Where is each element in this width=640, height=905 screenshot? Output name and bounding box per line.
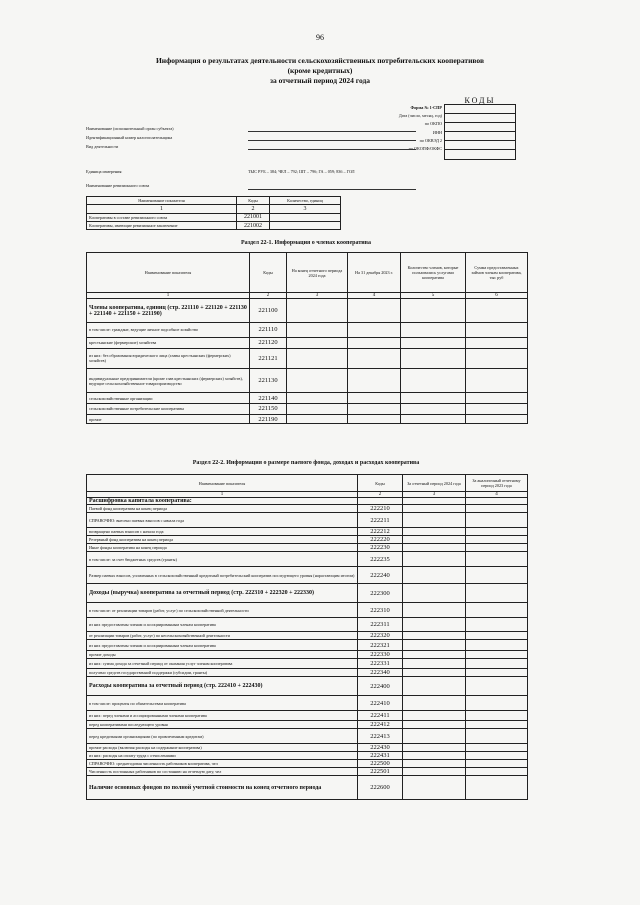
table-row [87, 528, 528, 536]
value-cell[interactable] [466, 337, 528, 348]
field-underline [248, 140, 416, 141]
value-cell[interactable] [403, 776, 466, 800]
value-cell[interactable] [287, 337, 348, 348]
value-cell[interactable] [348, 393, 401, 404]
section-title-fund: Раздел 22-2. Информация о размере паевого фонда, доходах и расходах кооператива [192, 460, 420, 466]
code-cell[interactable] [445, 141, 515, 150]
table-row [87, 544, 528, 552]
title-line: Информация о результатах деятельности сельскохозяйственных потребительских кооперативов [155, 56, 485, 65]
value-cell[interactable] [348, 414, 401, 423]
row-code: 222410 [358, 696, 403, 711]
value-cell[interactable] [466, 368, 528, 392]
table-row [87, 744, 528, 752]
table-row [87, 393, 528, 404]
column-number: 1 [87, 492, 358, 498]
row-code: 222220 [358, 536, 403, 544]
value-cell[interactable] [466, 393, 528, 404]
column-number: 3 [270, 205, 341, 213]
value-cell[interactable] [401, 323, 466, 338]
column-number: 5 [401, 293, 466, 299]
value-cell[interactable] [466, 711, 528, 721]
table-row [87, 323, 528, 338]
value-cell[interactable] [287, 414, 348, 423]
row-name: из них: перед членами и ассоциированными членами кооператива [87, 711, 358, 721]
left-fields [86, 124, 174, 151]
value-cell[interactable] [466, 567, 528, 584]
table-row [87, 618, 528, 632]
table-row [87, 729, 528, 744]
value-cell[interactable] [466, 752, 528, 760]
value-cell[interactable] [403, 584, 466, 603]
value-cell[interactable] [348, 323, 401, 338]
table-header: За отчетный период 2024 года [403, 475, 466, 492]
row-code: 222230 [358, 544, 403, 552]
value-cell[interactable] [401, 337, 466, 348]
row-name: Численность постоянных работников по состоянию на отчетную дату, чел [87, 768, 358, 776]
row-name: из них предоставлены членам и ассоциированным членам кооператива [87, 640, 358, 651]
revision-union-table [86, 196, 341, 230]
row-name: сельскохозяйственные организации [87, 393, 250, 404]
row-name: в том числе: граждане, ведущие личное подсобное хозяйство [87, 323, 250, 338]
form-label: Форма № 1-СПР [410, 105, 442, 110]
left-field-label: Идентификационный номер налогоплательщика [86, 135, 173, 140]
table-header: Количество, единиц [270, 197, 341, 205]
row-code: 221120 [250, 337, 287, 348]
members-table [86, 252, 528, 424]
table-row [87, 677, 528, 696]
row-code: 221121 [250, 348, 287, 368]
table-row [87, 348, 528, 368]
row-name: перед кредитными организациями (по привлеченным кредитам) [87, 729, 358, 744]
value-cell[interactable] [403, 552, 466, 567]
table-row [87, 651, 528, 659]
codes-header: КОДЫ [464, 96, 496, 105]
table-row [87, 760, 528, 768]
column-number: 4 [348, 293, 401, 299]
form-label: ИНН [432, 129, 442, 135]
row-name: в том числе: за счет бюджетных средств (гранты) [87, 552, 358, 567]
row-code: 222500 [358, 760, 403, 768]
row-name: Паевой фонд кооператива на конец периода [87, 505, 358, 513]
row-code: 222330 [358, 651, 403, 659]
value-cell[interactable] [403, 544, 466, 552]
value-cell[interactable] [401, 403, 466, 414]
table-header: Коды [250, 253, 287, 293]
row-code: 221130 [250, 368, 287, 392]
row-code: 222240 [358, 567, 403, 584]
value-cell[interactable] [466, 528, 528, 536]
value-cell[interactable] [403, 505, 466, 513]
codes-box [444, 104, 516, 160]
row-code: 222210 [358, 505, 403, 513]
value-cell[interactable] [287, 368, 348, 392]
value-cell[interactable] [287, 323, 348, 338]
row-name: СПРАВОЧНО: внесено паевых взносов с начала года [87, 513, 358, 528]
column-number: 3 [287, 293, 348, 299]
row-name: Наличие основных фондов по полной учетной стоимости на конец отчетного периода [87, 776, 358, 800]
row-name: из них: сумма дохода за отчетный период от оказания услуг членам кооператива [87, 659, 358, 669]
row-name: перед кооперативами последующего уровня [87, 721, 358, 729]
value-cell[interactable] [403, 677, 466, 696]
table-header: На 31 декабря 2023 г. [348, 253, 401, 293]
row-code: 222320 [358, 632, 403, 640]
table-row [87, 752, 528, 760]
value-cell[interactable] [403, 651, 466, 659]
table-header: Коды [237, 197, 270, 205]
value-cell[interactable] [348, 299, 401, 323]
value-cell[interactable] [348, 403, 401, 414]
row-name: крестьянские (фермерские) хозяйства [87, 337, 250, 348]
row-name: Размер паевых взносов, уплаченных в сельскохозяйственный кредитный потребительский кооператив последующего уровня (нарастающим итогом) [87, 567, 358, 584]
value-cell[interactable] [466, 505, 528, 513]
table-row [87, 221, 341, 229]
row-code: 222310 [358, 603, 403, 618]
row-name: в том числе: проценты по обязательствам кооператива [87, 696, 358, 711]
row-name: СПРАВОЧНО: среднегодовая численность работников кооператива, чел [87, 760, 358, 768]
table-row [87, 337, 528, 348]
row-code: 222431 [358, 752, 403, 760]
row-code: 222321 [358, 640, 403, 651]
column-number: 6 [466, 293, 528, 299]
row-name: Кооперативы, имеющие ревизионное заключение [87, 221, 237, 229]
value-cell[interactable] [403, 536, 466, 544]
value-cell[interactable] [466, 299, 528, 323]
row-code: 222411 [358, 711, 403, 721]
row-name: из них предоставлены членам и ассоциированным членам кооператива [87, 618, 358, 632]
row-code: 222212 [358, 528, 403, 536]
value-cell[interactable] [270, 221, 341, 229]
table-row [87, 669, 528, 677]
value-cell[interactable] [403, 513, 466, 528]
section-title-members: Раздел 22-1. Информация о членах кооператива [241, 240, 371, 246]
value-cell[interactable] [466, 552, 528, 567]
code-cell[interactable] [445, 123, 515, 132]
value-cell[interactable] [466, 632, 528, 640]
value-cell[interactable] [466, 640, 528, 651]
table-row [87, 696, 528, 711]
value-cell[interactable] [466, 584, 528, 603]
row-name: Резервный фонд кооператива на конец периода [87, 536, 358, 544]
value-cell[interactable] [403, 669, 466, 677]
table-row [87, 776, 528, 800]
row-code: 222413 [358, 729, 403, 744]
table-row [87, 659, 528, 669]
row-name: Кооперативы в составе ревизионного союза [87, 213, 237, 221]
table-row [87, 505, 528, 513]
title-line: за отчетный период 2024 года [269, 76, 371, 85]
row-code: 222211 [358, 513, 403, 528]
value-cell[interactable] [287, 393, 348, 404]
value-cell[interactable] [270, 213, 341, 221]
value-cell[interactable] [403, 640, 466, 651]
value-cell[interactable] [403, 659, 466, 669]
field-underline [248, 131, 416, 132]
table-header: На конец отчетного периода 2024 года [287, 253, 348, 293]
fund-income-expense-table [86, 474, 528, 800]
table-row [87, 721, 528, 729]
table-row [87, 640, 528, 651]
value-cell[interactable] [466, 403, 528, 414]
left-field-label: Наименование (исполнительный орган субъекта) [86, 126, 174, 131]
column-number: 2 [358, 492, 403, 498]
value-cell[interactable] [401, 368, 466, 392]
table-header: Сумма предоставленных займов членам кооператива, тыс руб [466, 253, 528, 293]
row-name: возвращено паевых взносов с начала года [87, 528, 358, 536]
code-cell[interactable] [445, 132, 515, 141]
table-row [87, 768, 528, 776]
table-header: Наименование показателя [87, 253, 250, 293]
row-code: 222340 [358, 669, 403, 677]
table-row [87, 513, 528, 528]
row-code: 221100 [250, 299, 287, 323]
title-line: (кроме кредитных) [287, 66, 353, 75]
value-cell[interactable] [401, 393, 466, 404]
value-cell[interactable] [466, 498, 528, 505]
row-name: прочие [87, 414, 250, 423]
value-cell[interactable] [401, 414, 466, 423]
code-cell[interactable] [445, 150, 515, 158]
table-row [87, 603, 528, 618]
row-name: от реализации товаров (работ, услуг) по несельскохозяйственной деятельности [87, 632, 358, 640]
field-underline [248, 189, 416, 190]
table-row [87, 711, 528, 721]
left-field-label: Вид деятельности [86, 144, 119, 149]
value-cell[interactable] [403, 618, 466, 632]
unit-value: ТЫС РУБ – 384; ЧЕЛ – 792; ШТ – 796; ГА – 059; 836 – ГОЛ [248, 169, 355, 174]
column-number: 1 [87, 205, 237, 213]
value-cell[interactable] [403, 696, 466, 711]
row-name: Иные фонды кооператива на конец периода [87, 544, 358, 552]
value-cell[interactable] [348, 348, 401, 368]
value-cell[interactable] [466, 651, 528, 659]
value-cell[interactable] [466, 768, 528, 776]
table-header: Наименование показателя [87, 197, 237, 205]
value-cell[interactable] [466, 348, 528, 368]
row-code: 221002 [237, 221, 270, 229]
value-cell[interactable] [403, 498, 466, 505]
table-row [87, 552, 528, 567]
page-number: 96 [316, 33, 324, 42]
form-label: по ОКВЭД 2 [419, 137, 442, 143]
value-cell[interactable] [287, 348, 348, 368]
row-name: прочие расходы (включая расходы на содержание кооператива) [87, 744, 358, 752]
row-name: индивидуальные предприниматели (кроме глав крестьянских (фермерских) хозяйств), ведущие сельскохозяйственное товаропроизводство [87, 368, 250, 392]
unit-label: Единица измерения: [86, 169, 123, 174]
row-code: 221150 [250, 403, 287, 414]
table-row [87, 584, 528, 603]
row-code: 222600 [358, 776, 403, 800]
value-cell[interactable] [466, 760, 528, 768]
row-code: 222430 [358, 744, 403, 752]
value-cell[interactable] [466, 721, 528, 729]
value-cell[interactable] [401, 348, 466, 368]
value-cell[interactable] [466, 618, 528, 632]
value-cell[interactable] [466, 323, 528, 338]
value-cell[interactable] [403, 752, 466, 760]
value-cell[interactable] [403, 528, 466, 536]
value-cell[interactable] [403, 632, 466, 640]
row-code: 222311 [358, 618, 403, 632]
table-row [87, 403, 528, 414]
value-cell[interactable] [466, 513, 528, 528]
value-cell[interactable] [403, 711, 466, 721]
row-code: 221190 [250, 414, 287, 423]
table-row [87, 632, 528, 640]
row-code: 222235 [358, 552, 403, 567]
table-header: Коды [358, 475, 403, 492]
row-code: 222400 [358, 677, 403, 696]
table-header: За аналогичный отчетному период 2023 года [466, 475, 528, 492]
value-cell[interactable] [466, 677, 528, 696]
row-name: Расходы кооператива за отчетный период (стр. 222410 + 222430) [87, 677, 358, 696]
row-name: получено средств государственной поддержки (субсидии, гранты) [87, 669, 358, 677]
revision-union-label: Наименование ревизионного союза [86, 183, 150, 188]
row-name: Расшифровка капитала кооператива: [87, 498, 358, 505]
column-number: 2 [237, 205, 270, 213]
value-cell[interactable] [466, 776, 528, 800]
value-cell[interactable] [348, 368, 401, 392]
value-cell[interactable] [466, 414, 528, 423]
value-cell[interactable] [466, 669, 528, 677]
value-cell[interactable] [466, 603, 528, 618]
table-header: Наименование показателя [87, 475, 358, 492]
value-cell[interactable] [403, 768, 466, 776]
row-code: 222501 [358, 768, 403, 776]
table-row [87, 536, 528, 544]
row-code: 221001 [237, 213, 270, 221]
value-cell[interactable] [466, 729, 528, 744]
row-code: 221110 [250, 323, 287, 338]
column-number: 1 [87, 293, 250, 299]
value-cell[interactable] [287, 299, 348, 323]
value-cell[interactable] [466, 744, 528, 752]
column-number: 2 [250, 293, 287, 299]
value-cell[interactable] [466, 696, 528, 711]
row-name: прочие доходы [87, 651, 358, 659]
table-row [87, 368, 528, 392]
table-row [87, 414, 528, 423]
value-cell[interactable] [287, 403, 348, 414]
table-row [87, 567, 528, 584]
value-cell[interactable] [466, 536, 528, 544]
document-title [80, 56, 560, 86]
form-label: Дата (число, месяц, год) [398, 113, 442, 119]
row-name: в том числе: от реализации товаров (работ, услуг) по сельскохозяйственной деятельности [87, 603, 358, 618]
value-cell[interactable] [403, 760, 466, 768]
form-label: по ОКОПФ/ОКФС [408, 145, 442, 151]
value-cell[interactable] [466, 544, 528, 552]
form-label: по ОКПО [424, 121, 442, 127]
value-cell[interactable] [466, 659, 528, 669]
table-header: Количество членов, которые пользовались услугами кооператива [401, 253, 466, 293]
value-cell[interactable] [403, 567, 466, 584]
value-cell[interactable] [403, 721, 466, 729]
row-code: 222331 [358, 659, 403, 669]
row-name: Члены кооператива, единиц (стр. 221110 + 221120 + 221130 + 221140 + 221150 + 221190) [87, 299, 250, 323]
code-cell[interactable] [445, 114, 515, 123]
row-name: из них: расходы на оплату труда с отчислениями [87, 752, 358, 760]
column-number: 3 [403, 492, 466, 498]
row-name: из них: без образования юридического лица (главы крестьянских (фермерских) хозяйств) [87, 348, 250, 368]
value-cell[interactable] [403, 603, 466, 618]
code-cell[interactable] [445, 105, 515, 114]
row-name: сельскохозяйственные потребительские кооперативы [87, 403, 250, 414]
row-code [358, 498, 403, 505]
row-code: 221140 [250, 393, 287, 404]
table-row [87, 498, 528, 505]
field-underline [248, 149, 416, 150]
row-code: 222412 [358, 721, 403, 729]
value-cell[interactable] [403, 729, 466, 744]
column-number: 4 [466, 492, 528, 498]
form-field-labels [280, 104, 442, 153]
table-row [87, 299, 528, 323]
row-name: Доходы (выручка) кооператива за отчетный период (стр. 222310 + 222320 + 222330) [87, 584, 358, 603]
table-row [87, 213, 341, 221]
value-cell[interactable] [401, 299, 466, 323]
value-cell[interactable] [348, 337, 401, 348]
value-cell[interactable] [403, 744, 466, 752]
row-code: 222300 [358, 584, 403, 603]
